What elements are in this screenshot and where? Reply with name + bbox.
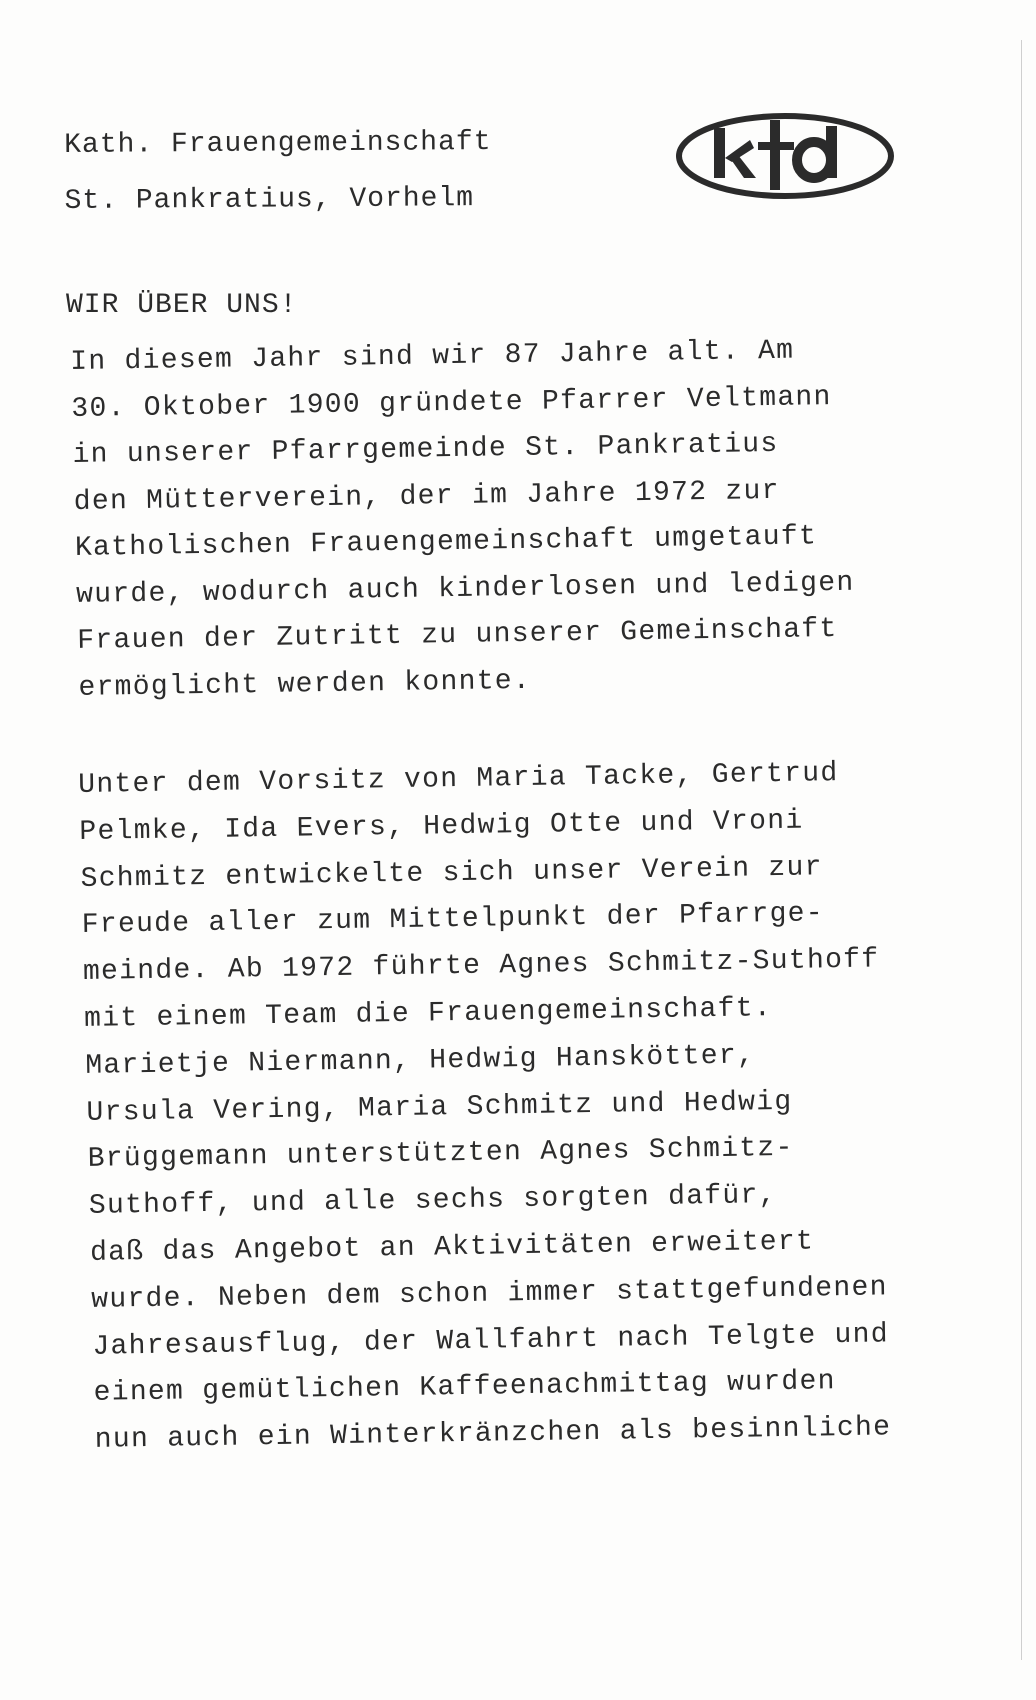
text-line: Pelmke, Ida Evers, Hedwig Otte und Vroni: [79, 805, 804, 848]
text-line: ermöglicht werden konnte.: [78, 665, 532, 704]
text-line: Katholischen Frauengemeinschaft umgetauft: [74, 521, 818, 564]
organization-parish: St. Pankratius, Vorhelm: [64, 183, 475, 217]
text-line: nun auch ein Winterkränzchen als besinnliche: [94, 1412, 892, 1457]
text-line: Suthoff, und alle sechs sorgten dafür,: [88, 1180, 777, 1223]
text-line: meinde. Ab 1972 führte Agnes Schmitz-Suthoff: [82, 944, 880, 989]
logo-cross-stem: [770, 120, 780, 190]
text-line: daß das Angebot an Aktivitäten erweitert: [89, 1226, 815, 1269]
text-line: Jahresausflug, der Wallfahrt nach Telgte und: [92, 1318, 890, 1363]
text-line: in unserer Pfarrgemeinde St. Pankratius: [72, 428, 779, 471]
text-line: Unter dem Vorsitz von Maria Tacke, Gertrud: [78, 758, 839, 801]
text-line: Brüggemann unterstützten Agnes Schmitz-: [87, 1133, 794, 1176]
organization-name: Kath. Frauengemeinschaft: [64, 127, 492, 161]
text-line: wurde. Neben dem schon immer stattgefundenen: [91, 1272, 888, 1316]
text-line: Freude aller zum Mittelpunkt der Pfarrge-: [81, 898, 825, 942]
logo-cross-bar: [758, 142, 794, 150]
text-line: den Mütterverein, der im Jahre 1972 zur: [73, 475, 780, 518]
text-line: Marietje Niermann, Hedwig Hanskötter,: [85, 1040, 756, 1082]
text-line: 30. Oktober 1900 gründete Pfarrer Veltmann: [71, 381, 832, 425]
text-line: Frauen der Zutritt zu unserer Gemeinschaft: [77, 613, 838, 657]
text-line: Ursula Vering, Maria Schmitz und Hedwig: [86, 1086, 793, 1129]
logo-letter-k-leg: [730, 155, 756, 178]
organization-header: [64, 115, 492, 230]
logo-letter-d-stem: [826, 126, 837, 178]
text-line: mit einem Team die Frauengemeinschaft.: [83, 993, 773, 1035]
text-line: In diesem Jahr sind wir 87 Jahre alt. Am: [70, 335, 795, 378]
logo-letter-d-bowl: [797, 142, 831, 178]
section-heading: WIR ÜBER UNS!: [66, 290, 298, 321]
text-line: wurde, wodurch auch kinderlosen und ledigen: [75, 567, 855, 611]
text-line: einem gemütlichen Kaffeenachmittag wurden: [93, 1366, 837, 1410]
logo-oval: [679, 116, 891, 196]
page-edge-line: [1021, 40, 1022, 1660]
text-line: Schmitz entwickelte sich unser Verein zur: [80, 851, 823, 895]
kfd-logo: [672, 110, 898, 210]
logo-letter-k-stem: [714, 128, 725, 178]
